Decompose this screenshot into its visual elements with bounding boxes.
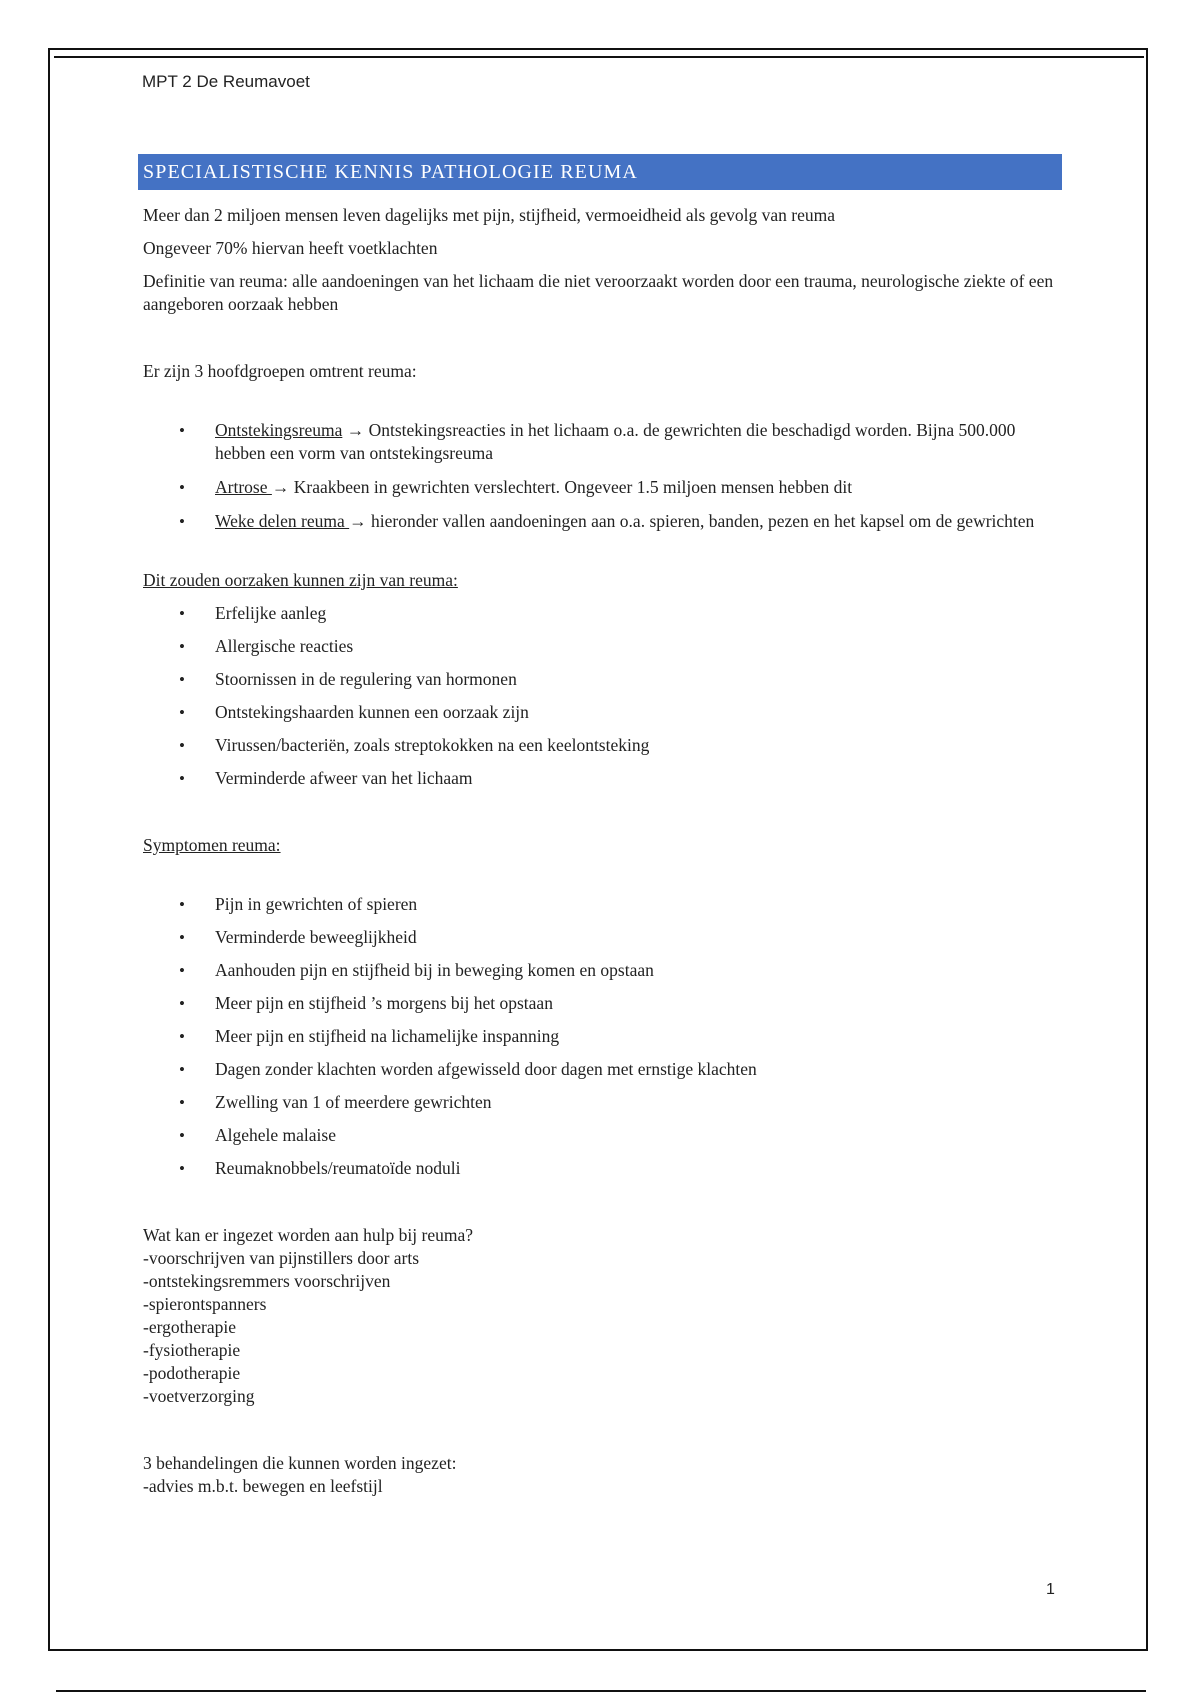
symptom-text: Verminderde beweeglijkheid (215, 927, 417, 947)
groups-list (143, 419, 1063, 533)
bullet-icon: • (179, 670, 185, 689)
list-item (143, 1058, 1063, 1081)
help-question: Wat kan er ingezet worden aan hulp bij reuma? (143, 1225, 473, 1245)
cause-text: Allergische reacties (215, 636, 354, 656)
intro-definition: Definitie van reuma: alle aandoeningen van het lichaam die niet veroorzaakt worden door een trauma, neurologische ziekte of een aangeboren oorzaak hebben (143, 271, 1054, 314)
symptom-text: Meer pijn en stijfheid ’s morgens bij het opstaan (215, 993, 553, 1013)
arrow-icon: → (349, 511, 367, 531)
bullet-icon: • (179, 637, 185, 656)
list-item: -voorschrijven van pijnstillers door arts (143, 1248, 420, 1268)
symptom-text: Dagen zonder klachten worden afgewisseld door dagen met ernstige klachten (215, 1059, 757, 1079)
bullet-icon: • (179, 994, 185, 1013)
list-item (143, 926, 1063, 949)
list-item (143, 992, 1063, 1015)
list-item (143, 635, 1063, 658)
list-item (143, 959, 1063, 982)
list-item: -podotherapie (143, 1363, 241, 1383)
symptom-text: Pijn in gewrichten of spieren (215, 894, 418, 914)
bullet-icon: • (179, 1027, 185, 1046)
group-term: Ontstekingsreuma (215, 420, 343, 440)
bullet-icon: • (179, 736, 185, 755)
list-item (143, 510, 1063, 533)
list-item: -spierontspanners (143, 1294, 267, 1314)
bullet-icon: • (179, 1093, 185, 1112)
treatments-lead: 3 behandelingen die kunnen worden ingezet: (143, 1453, 457, 1473)
symptoms-list (143, 893, 1063, 1180)
arrow-icon: → (346, 420, 365, 440)
group-term: Weke delen reuma (215, 511, 350, 531)
list-item (143, 1025, 1063, 1048)
group-description: Ontstekingsreacties in het lichaam o.a. de gewrichten die beschadigd worden. Bijna 500.000 hebben een vorm van ontstekingsreuma (215, 420, 1016, 463)
list-item (143, 668, 1063, 691)
section-title: SPECIALISTISCHE KENNIS PATHOLOGIE REUMA (138, 154, 1062, 190)
bullet-icon: • (179, 928, 185, 947)
list-item: -ontstekingsremmers voorschrijven (143, 1271, 391, 1291)
cause-text: Virussen/bacteriën, zoals streptokokken na een keelontsteking (215, 735, 650, 755)
list-item (143, 1157, 1063, 1180)
frame-top-line (54, 56, 1144, 58)
list-item (143, 767, 1063, 790)
bullet-icon: • (179, 1159, 185, 1178)
list-item (143, 734, 1063, 757)
symptom-text: Reumaknobbels/reumatoïde noduli (215, 1158, 461, 1178)
cause-text: Erfelijke aanleg (215, 603, 327, 623)
group-term: Artrose (215, 477, 272, 497)
document-body (143, 204, 1063, 1498)
running-header: MPT 2 De Reumavoet (142, 72, 310, 91)
bullet-icon: • (179, 604, 185, 623)
bullet-icon: • (179, 895, 185, 914)
list-item: -voetverzorging (143, 1386, 255, 1406)
causes-list (143, 602, 1063, 790)
bullet-icon: • (179, 703, 185, 722)
cause-text: Ontstekingshaarden kunnen een oorzaak zijn (215, 702, 529, 722)
help-block (143, 1224, 1063, 1408)
group-description: Kraakbeen in gewrichten verslechtert. Ongeveer 1.5 miljoen mensen hebben dit (293, 477, 853, 497)
symptoms-heading: Symptomen reuma: (143, 835, 281, 855)
list-item (143, 893, 1063, 916)
symptom-text: Zwelling van 1 of meerdere gewrichten (215, 1092, 492, 1112)
intro-line-1: Meer dan 2 miljoen mensen leven dagelijks met pijn, stijfheid, vermoeidheid als gevolg van reuma (143, 205, 836, 225)
bullet-icon: • (179, 421, 185, 440)
causes-heading: Dit zouden oorzaken kunnen zijn van reuma: (143, 570, 458, 590)
list-item (143, 1091, 1063, 1114)
symptom-text: Algehele malaise (215, 1125, 336, 1145)
bullet-icon: • (179, 1060, 185, 1079)
cause-text: Stoornissen in de regulering van hormonen (215, 669, 517, 689)
group-description: hieronder vallen aandoeningen aan o.a. spieren, banden, pezen en het kapsel om de gewrichten (371, 511, 1035, 531)
list-item (143, 1124, 1063, 1147)
bullet-icon: • (179, 1126, 185, 1145)
cause-text: Verminderde afweer van het lichaam (215, 768, 473, 788)
list-item (143, 476, 1063, 499)
next-page-top-rule (56, 1690, 1146, 1692)
list-item: -fysiotherapie (143, 1340, 241, 1360)
treatments-block (143, 1452, 1063, 1498)
bullet-icon: • (179, 961, 185, 980)
list-item (143, 701, 1063, 724)
bullet-icon: • (179, 478, 185, 497)
symptom-text: Aanhouden pijn en stijfheid bij in beweging komen en opstaan (215, 960, 654, 980)
bullet-icon: • (179, 512, 185, 531)
bullet-icon: • (179, 769, 185, 788)
symptom-text: Meer pijn en stijfheid na lichamelijke inspanning (215, 1026, 560, 1046)
groups-lead: Er zijn 3 hoofdgroepen omtrent reuma: (143, 361, 417, 381)
intro-line-2: Ongeveer 70% hiervan heeft voetklachten (143, 238, 438, 258)
list-item: -advies m.b.t. bewegen en leefstijl (143, 1476, 383, 1496)
list-item (143, 419, 1063, 465)
page-number: 1 (1046, 1581, 1055, 1598)
arrow-icon: → (271, 477, 290, 497)
list-item (143, 602, 1063, 625)
list-item: -ergotherapie (143, 1317, 236, 1337)
